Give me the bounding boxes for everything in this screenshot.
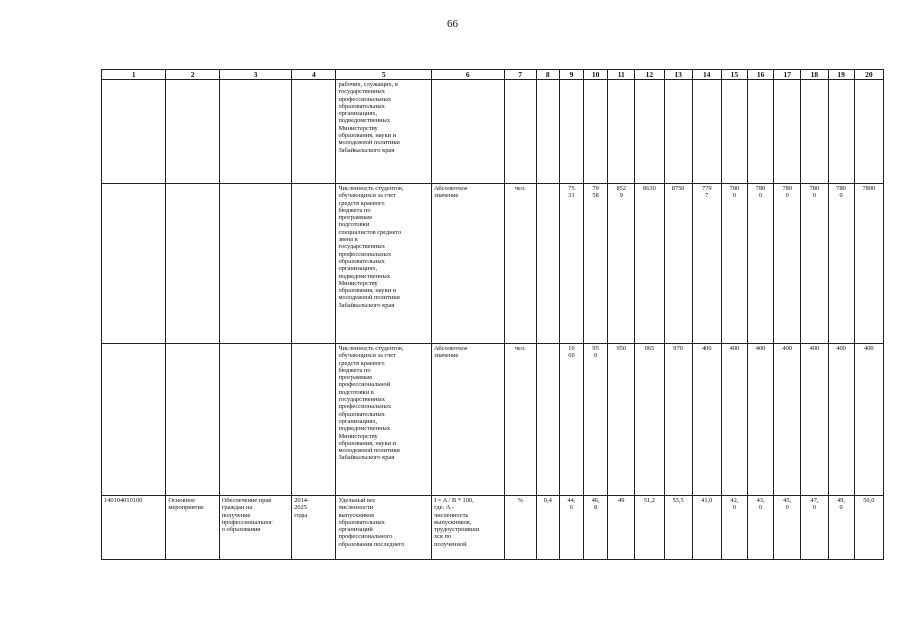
cell-type: Основное мероприятие	[166, 496, 219, 560]
cell-value: 45, 0	[774, 496, 801, 560]
col-header-14: 14	[692, 70, 721, 80]
cell-value: 46, 8	[584, 496, 608, 560]
cell-period	[292, 184, 336, 344]
cell-weight	[536, 80, 559, 184]
cell-value: 47, 0	[801, 496, 828, 560]
cell-value	[559, 80, 583, 184]
cell-unit	[504, 80, 536, 184]
header-row	[102, 70, 884, 80]
cell-code	[102, 184, 166, 344]
cell-value	[721, 80, 747, 184]
cell-indicator: Численность студентов, обучающихся за счет средств краевого бюджета по программам подготовки специалистов среднего звена в государственных профессиональных образовательных организациях, подведомственных Министерству образования, науки и молодежной политики Забайкальского края	[336, 184, 432, 344]
cell-value	[854, 80, 883, 184]
cell-value: 79 58	[584, 184, 608, 344]
cell-type	[166, 80, 219, 184]
col-header-17: 17	[774, 70, 801, 80]
cell-value: 970	[664, 344, 692, 496]
col-header-18: 18	[801, 70, 828, 80]
cell-value: 852 9	[608, 184, 635, 344]
col-header-12: 12	[635, 70, 664, 80]
cell-value: 75 31	[559, 184, 583, 344]
cell-weight	[536, 344, 559, 496]
col-header-9: 9	[559, 70, 583, 80]
cell-value: 780 0	[774, 184, 801, 344]
cell-code	[102, 80, 166, 184]
cell-period	[292, 80, 336, 184]
cell-value: 10 60	[559, 344, 583, 496]
cell-period: 2014- 2025 годы	[292, 496, 336, 560]
cell-measure	[219, 80, 291, 184]
cell-code	[102, 344, 166, 496]
cell-value: 780 0	[721, 184, 747, 344]
cell-method: Абсолютное значение	[432, 344, 504, 496]
cell-value	[774, 80, 801, 184]
cell-value: 780 0	[828, 184, 854, 344]
indicators-table	[101, 69, 884, 560]
cell-value: 400	[692, 344, 721, 496]
cell-measure	[219, 184, 291, 344]
col-header-4: 4	[292, 70, 336, 80]
cell-value: 780 0	[748, 184, 774, 344]
cell-measure: Обеспечение прав граждан на получение профессиональног о образования	[219, 496, 291, 560]
cell-unit: чел.	[504, 344, 536, 496]
col-header-13: 13	[664, 70, 692, 80]
cell-value: 400	[774, 344, 801, 496]
cell-type	[166, 344, 219, 496]
col-header-11: 11	[608, 70, 635, 80]
cell-value	[635, 80, 664, 184]
cell-indicator: Удельный вес численности выпускников образовательных организаций профессионального образования последнего	[336, 496, 432, 560]
cell-value: 8750	[664, 184, 692, 344]
col-header-1: 1	[102, 70, 166, 80]
cell-value: 41,0	[692, 496, 721, 560]
page-number: 66	[447, 18, 458, 30]
col-header-15: 15	[721, 70, 747, 80]
col-header-2: 2	[166, 70, 219, 80]
cell-value	[828, 80, 854, 184]
col-header-8: 8	[536, 70, 559, 80]
col-header-16: 16	[748, 70, 774, 80]
cell-value: 7800	[854, 184, 883, 344]
table-row	[102, 80, 884, 184]
cell-value: 53,5	[664, 496, 692, 560]
cell-weight: 0,4	[536, 496, 559, 560]
cell-value: 50,0	[854, 496, 883, 560]
cell-value: 51,2	[635, 496, 664, 560]
table-row	[102, 496, 884, 560]
col-header-19: 19	[828, 70, 854, 80]
cell-value: 779 7	[692, 184, 721, 344]
col-header-5: 5	[336, 70, 432, 80]
cell-indicator: Численность студентов, обучающихся за счет средств краевого бюджета по программам профессиональной подготовки в государственных профессиональных образовательных организациях, подведомственных Министерству образования, науки и молодежной политики Забайкальского края	[336, 344, 432, 496]
cell-value: 43, 0	[748, 496, 774, 560]
cell-value: 400	[854, 344, 883, 496]
col-header-3: 3	[219, 70, 291, 80]
cell-measure	[219, 344, 291, 496]
cell-value: 950	[608, 344, 635, 496]
cell-value: 44, 6	[559, 496, 583, 560]
cell-value: 49, 0	[828, 496, 854, 560]
cell-value: 95 0	[584, 344, 608, 496]
cell-value	[748, 80, 774, 184]
cell-value	[692, 80, 721, 184]
cell-value: 49	[608, 496, 635, 560]
cell-code: 140104010100	[102, 496, 166, 560]
cell-unit: чел.	[504, 184, 536, 344]
cell-value: 42, 0	[721, 496, 747, 560]
cell-unit: %	[504, 496, 536, 560]
cell-method: Абсолютное значение	[432, 184, 504, 344]
cell-value: 8630	[635, 184, 664, 344]
cell-value	[664, 80, 692, 184]
cell-period	[292, 344, 336, 496]
cell-value	[584, 80, 608, 184]
cell-value: 400	[828, 344, 854, 496]
cell-value: 780 0	[801, 184, 828, 344]
cell-type	[166, 184, 219, 344]
table-row	[102, 184, 884, 344]
cell-value: 400	[801, 344, 828, 496]
cell-value: 400	[721, 344, 747, 496]
cell-method: I = A / B * 100, где: A - численность выпускников, трудоустроивши хся по полученной	[432, 496, 504, 560]
col-header-10: 10	[584, 70, 608, 80]
col-header-20: 20	[854, 70, 883, 80]
cell-value	[801, 80, 828, 184]
table-row	[102, 344, 884, 496]
col-header-6: 6	[432, 70, 504, 80]
col-header-7: 7	[504, 70, 536, 80]
cell-weight	[536, 184, 559, 344]
cell-value: 400	[748, 344, 774, 496]
cell-indicator: рабочих, служащих, в государственных профессиональных образовательных организациях, подведомственных Министерству образования, науки и молодежной политики Забайкальского края	[336, 80, 432, 184]
cell-value: 965	[635, 344, 664, 496]
cell-method	[432, 80, 504, 184]
cell-value	[608, 80, 635, 184]
